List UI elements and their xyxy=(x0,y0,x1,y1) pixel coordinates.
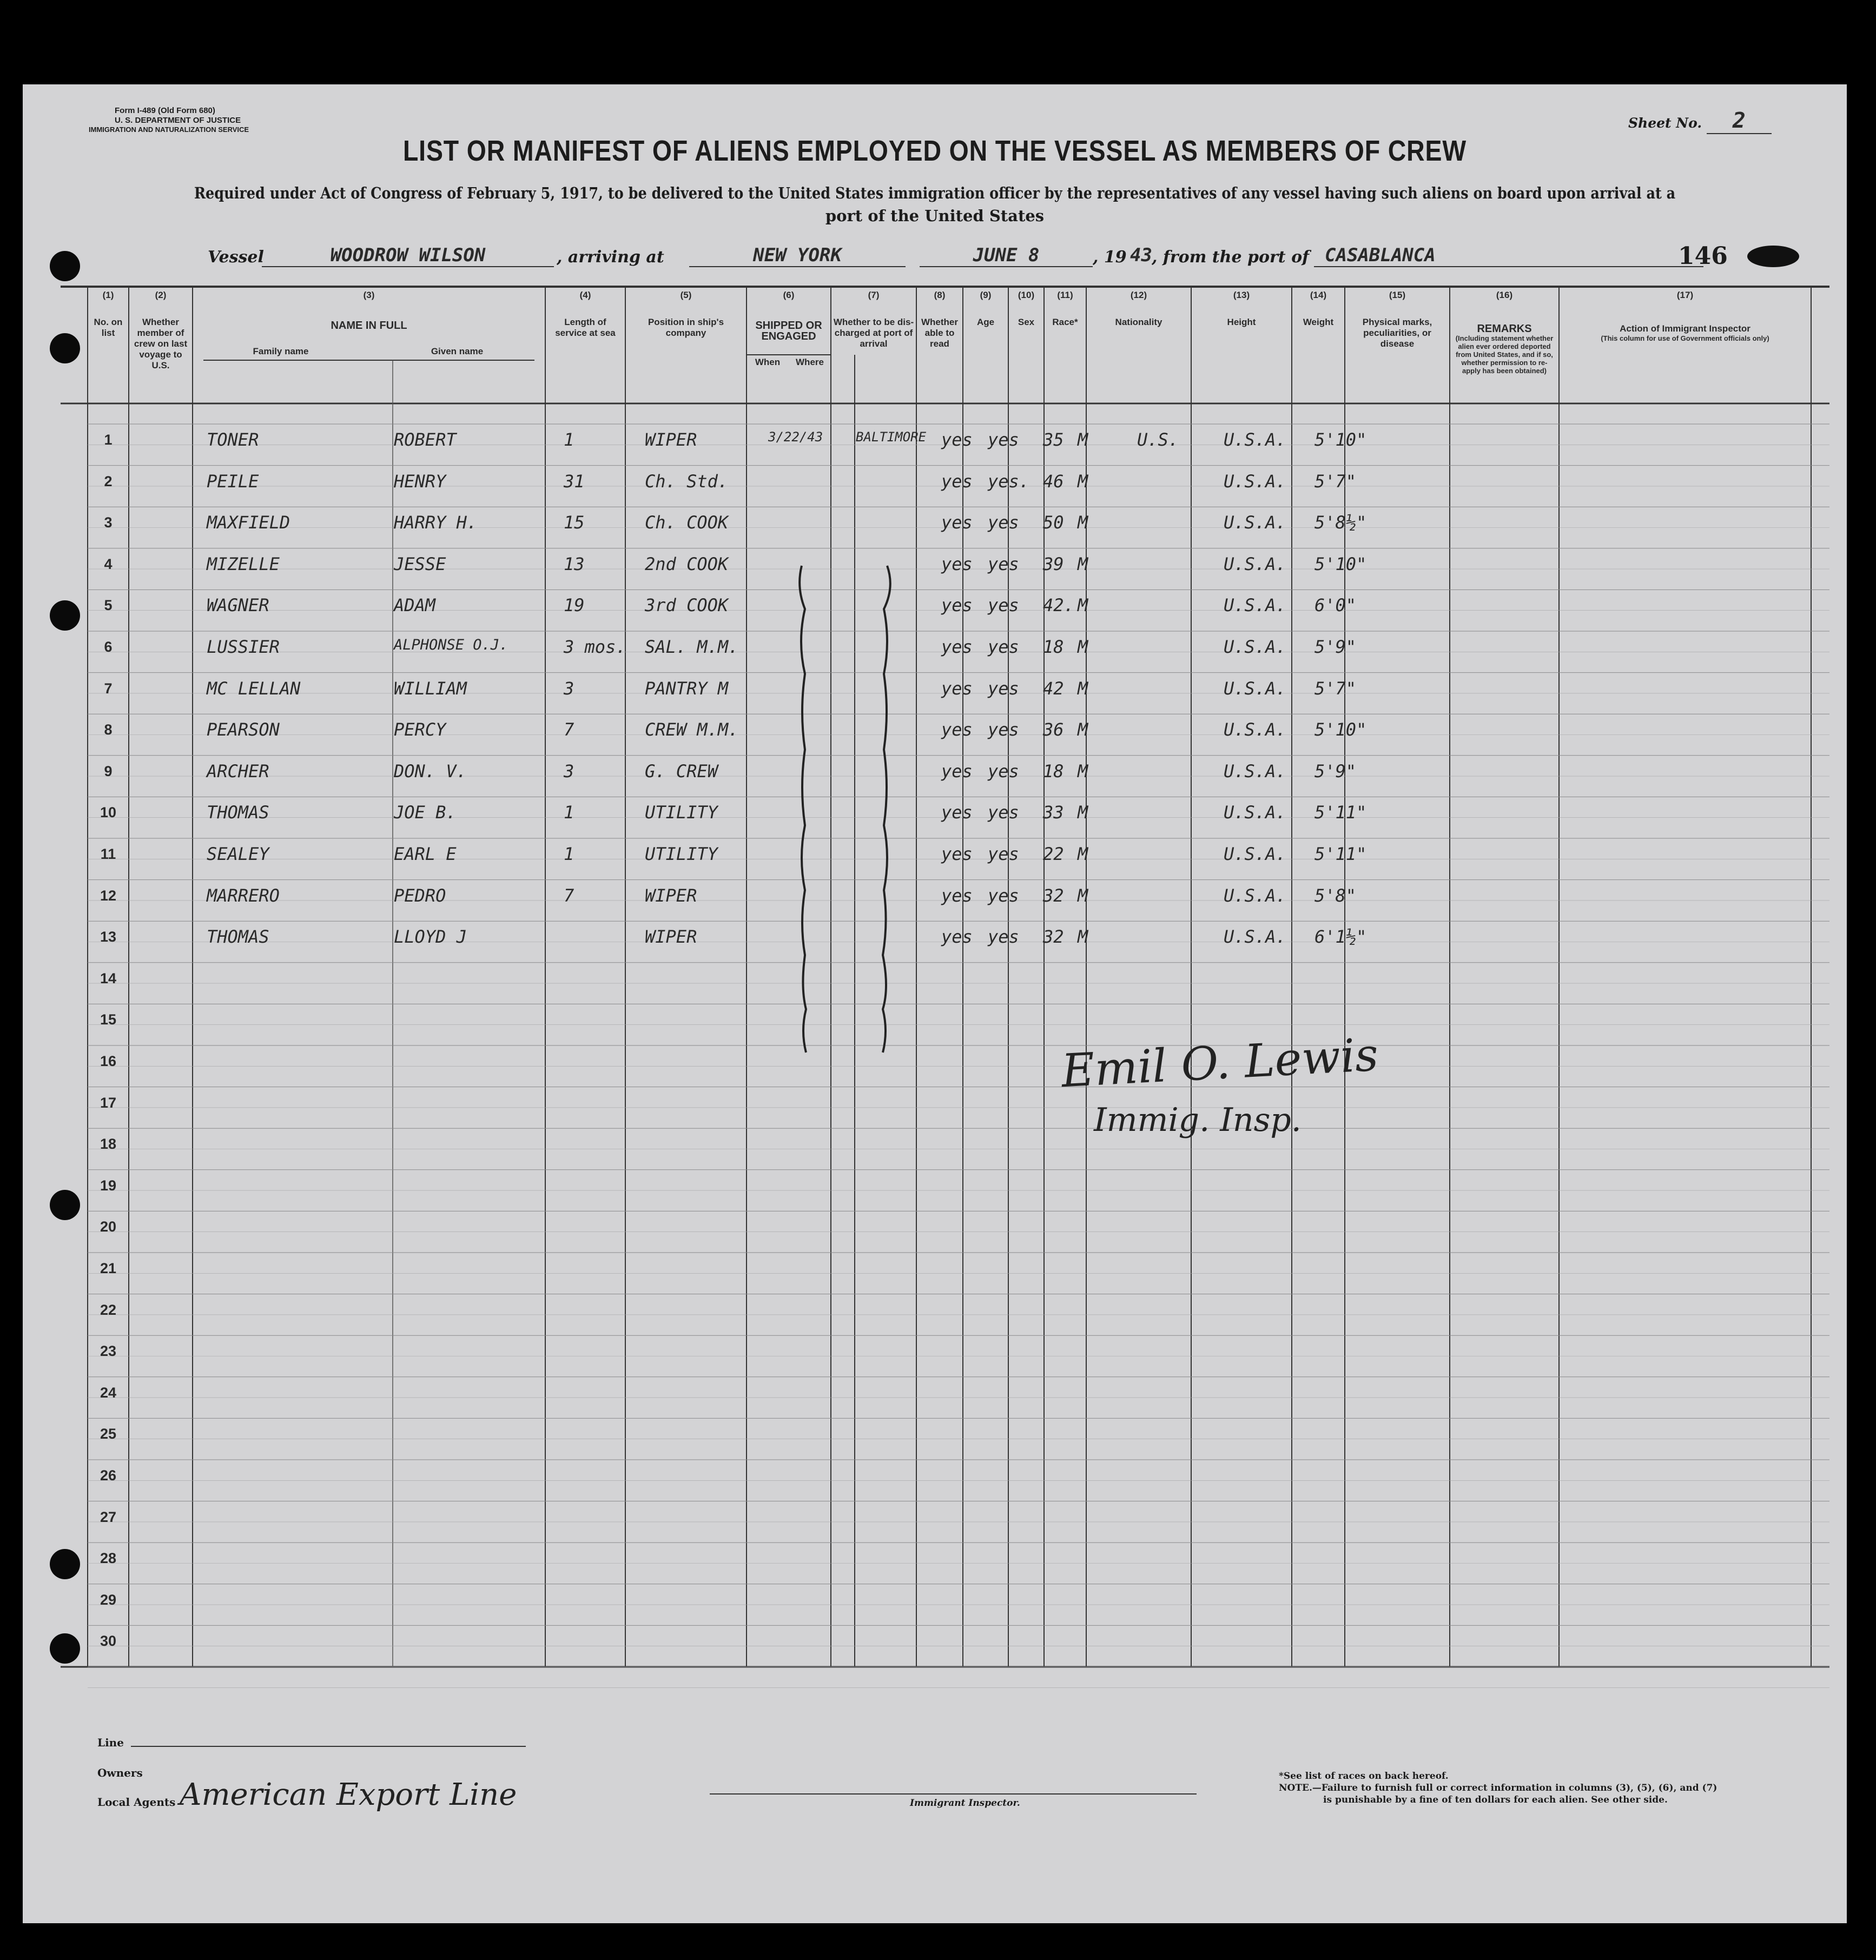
crew-row xyxy=(23,715,1847,745)
row-number: 20 xyxy=(100,1219,117,1235)
age: 39 xyxy=(1043,553,1064,574)
height: 5'11" xyxy=(1314,802,1367,823)
nationality: U.S.A. xyxy=(1224,471,1286,492)
row-number: 4 xyxy=(104,555,113,572)
position: 2nd COOK xyxy=(645,553,729,574)
column-label: Height xyxy=(1227,317,1256,327)
row-number: 16 xyxy=(100,1053,117,1069)
column-label: Physical marks, peculiarities, or disease xyxy=(1362,317,1432,349)
column-header xyxy=(1559,290,1811,342)
footer-line-rule xyxy=(131,1746,526,1747)
height: 5'11" xyxy=(1314,844,1367,864)
column-header xyxy=(545,290,625,339)
given-name: PERCY xyxy=(394,719,446,740)
column-note: (Including statement whether alien ever ordered deported from United States, and if so, whether permission to re-apply has been obtained) xyxy=(1455,334,1554,375)
row-number: 19 xyxy=(100,1177,117,1194)
column-sublabel: Family name xyxy=(253,346,309,356)
sex: M xyxy=(1078,471,1088,492)
position: Ch. Std. xyxy=(645,471,729,492)
family-name: PEARSON xyxy=(207,719,280,740)
age: 18 xyxy=(1043,637,1064,657)
row-number: 28 xyxy=(100,1550,117,1567)
family-name: THOMAS xyxy=(207,926,269,948)
column-number: (9) xyxy=(980,290,992,300)
discharged: yes xyxy=(941,637,973,657)
arrival-date: JUNE 8 xyxy=(920,244,1093,267)
crew-row xyxy=(23,757,1847,787)
column-header xyxy=(1292,290,1345,328)
sex: M xyxy=(1078,553,1088,574)
column-label: Whether to be dis-charged at port of arrival xyxy=(833,317,914,349)
column-number: (2) xyxy=(155,290,167,300)
column-header xyxy=(88,290,129,339)
column-header xyxy=(193,290,545,357)
department-name: U. S. DEPARTMENT OF JUSTICE xyxy=(115,116,241,125)
row-number: 10 xyxy=(100,804,117,821)
column-label: Position in ship's company xyxy=(648,317,724,338)
age: 35 xyxy=(1043,429,1064,450)
position: PANTRY M xyxy=(645,678,729,699)
column-label: Whether member of crew on last voyage to U.S. xyxy=(134,317,188,370)
height: 5'8½" xyxy=(1314,512,1367,533)
given-name: HARRY H. xyxy=(394,512,478,533)
discharged: yes xyxy=(941,760,973,782)
family-name: MIZELLE xyxy=(207,553,280,574)
length-of-service: 13 xyxy=(564,553,585,574)
row-number: 8 xyxy=(104,721,113,738)
row-number: 14 xyxy=(100,970,117,986)
column-header xyxy=(1345,290,1450,349)
family-name: ARCHER xyxy=(207,760,269,782)
able-to-read: yes xyxy=(988,760,1019,782)
able-to-read: yes xyxy=(988,553,1019,574)
discharged: yes xyxy=(941,678,973,699)
discharged: yes xyxy=(941,926,973,948)
sheet-label: Sheet No. xyxy=(1628,115,1702,131)
row-number: 13 xyxy=(100,929,117,945)
discharged: yes xyxy=(941,429,973,450)
given-name: HENRY xyxy=(394,471,446,492)
row-number: 29 xyxy=(100,1591,117,1608)
column-label: NAME IN FULL xyxy=(331,320,407,332)
given-name: WILLIAM xyxy=(394,678,467,699)
year-prefix: , 19 xyxy=(1093,248,1127,267)
sex: M xyxy=(1078,844,1088,864)
able-to-read: yes xyxy=(988,844,1019,864)
column-header xyxy=(747,290,831,368)
form-title: LIST OR MANIFEST OF ALIENS EMPLOYED ON THE VESSEL AS MEMBERS OF CREW xyxy=(402,135,1467,167)
age: 42 xyxy=(1043,678,1064,699)
nationality: U.S.A. xyxy=(1224,595,1286,616)
able-to-read: yes xyxy=(988,512,1019,533)
column-sublabel: When xyxy=(755,357,781,367)
column-note: (This column for use of Government officials only) xyxy=(1601,334,1769,342)
form-subtitle-2: port of the United States xyxy=(825,207,1045,225)
nationality: U.S.A. xyxy=(1224,678,1286,699)
crew-row xyxy=(23,632,1847,663)
sex: M xyxy=(1078,760,1088,782)
inspector-rule xyxy=(710,1793,1197,1795)
sex: M xyxy=(1078,926,1088,948)
age: 32 xyxy=(1043,926,1064,948)
row-number: 18 xyxy=(100,1136,117,1153)
page-number: 146 xyxy=(1678,242,1728,270)
column-label: Nationality xyxy=(1115,317,1162,327)
column-sublabel: Where xyxy=(796,357,824,367)
immigrant-inspector-label: Immigrant Inspector. xyxy=(910,1798,1020,1809)
given-name: EARL E xyxy=(394,844,457,864)
column-number: (8) xyxy=(934,290,946,300)
length-of-service: 7 xyxy=(564,885,574,906)
column-label: Length of service at sea xyxy=(555,317,616,338)
row-number: 27 xyxy=(100,1508,117,1525)
shipped-when: 3/22/43 xyxy=(768,429,823,445)
column-number: (4) xyxy=(579,290,591,300)
row-number: 26 xyxy=(100,1467,117,1484)
family-name: TONER xyxy=(207,429,259,450)
discharged: yes xyxy=(941,512,973,533)
manifest-sheet xyxy=(23,84,1847,1923)
race: U.S. xyxy=(1137,429,1179,450)
crew-row xyxy=(23,467,1847,497)
footer-agents-label: Local Agents xyxy=(97,1796,176,1809)
ditto-brackets xyxy=(769,560,932,1069)
given-name: DON. V. xyxy=(394,760,467,782)
discharged: yes xyxy=(941,802,973,823)
able-to-read: yes xyxy=(988,678,1019,699)
nationality: U.S.A. xyxy=(1224,802,1286,823)
form-number: Form I-489 (Old Form 680) xyxy=(115,106,215,115)
row-number: 2 xyxy=(104,473,113,489)
footer-note-2: NOTE.—Failure to furnish full or correct information in columns (3), (5), (6), and (7) xyxy=(1279,1783,1718,1793)
local-agents-value: American Export Line xyxy=(180,1777,517,1812)
position: WIPER xyxy=(645,926,697,948)
family-name: MAXFIELD xyxy=(207,512,290,533)
footer-line-label: Line xyxy=(97,1736,124,1749)
family-name: PEILE xyxy=(207,471,259,492)
height: 5'8" xyxy=(1314,885,1357,906)
discharged: yes xyxy=(941,595,973,616)
from-label: , from the port of xyxy=(1152,248,1310,267)
row-number: 12 xyxy=(100,887,117,904)
row-number: 7 xyxy=(104,680,113,697)
position: WIPER xyxy=(645,429,697,450)
column-label: Action of Immigrant Inspector xyxy=(1620,323,1751,334)
position: WIPER xyxy=(645,885,697,906)
position: 3rd COOK xyxy=(645,595,729,616)
discharged: yes xyxy=(941,885,973,906)
column-header xyxy=(129,290,193,371)
length-of-service: 31 xyxy=(564,471,585,492)
length-of-service: 1 xyxy=(564,844,574,864)
column-label: No. on list xyxy=(94,317,123,338)
column-number: (3) xyxy=(363,290,375,300)
column-header xyxy=(916,290,963,349)
nationality: U.S.A. xyxy=(1224,760,1286,782)
height: 5'10" xyxy=(1314,719,1367,740)
position: SAL. M.M. xyxy=(645,637,739,657)
crew-row xyxy=(23,549,1847,580)
column-header xyxy=(1086,290,1191,328)
age: 50 xyxy=(1043,512,1064,533)
length-of-service: 7 xyxy=(564,719,574,740)
age: 46 xyxy=(1043,471,1064,492)
crew-row xyxy=(23,508,1847,538)
position: CREW M.M. xyxy=(645,719,739,740)
column-number: (10) xyxy=(1018,290,1035,300)
row-number: 11 xyxy=(100,846,116,862)
age: 32 xyxy=(1043,885,1064,906)
height: 5'10" xyxy=(1314,553,1367,574)
height: 6'1½" xyxy=(1314,926,1367,948)
sheet-value: 2 xyxy=(1707,108,1772,134)
height: 5'7" xyxy=(1314,678,1357,699)
family-name: MC LELLAN xyxy=(207,678,301,699)
sex: M xyxy=(1078,637,1088,657)
shipped-where: BALTIMORE xyxy=(856,429,927,445)
family-name: THOMAS xyxy=(207,802,269,823)
age: 22 xyxy=(1043,844,1064,864)
nationality: U.S.A. xyxy=(1224,719,1286,740)
length-of-service: 19 xyxy=(564,595,585,616)
row-number: 21 xyxy=(100,1260,117,1276)
arriving-label: , arriving at xyxy=(557,248,664,267)
arriving-port: NEW YORK xyxy=(689,244,906,267)
row-number: 17 xyxy=(100,1094,117,1111)
row-number: 9 xyxy=(104,763,113,779)
able-to-read: yes xyxy=(988,926,1019,948)
crew-row xyxy=(23,922,1847,952)
column-header xyxy=(625,290,747,339)
row-number: 3 xyxy=(104,514,113,531)
able-to-read: yes. xyxy=(988,471,1030,492)
family-name: MARRERO xyxy=(207,885,280,906)
column-header xyxy=(963,290,1008,328)
column-label: Race* xyxy=(1052,317,1078,327)
service-name: IMMIGRATION AND NATURALIZATION SERVICE xyxy=(89,125,249,134)
family-name: SEALEY xyxy=(207,844,269,864)
sex: M xyxy=(1078,595,1088,616)
column-header xyxy=(1044,290,1086,328)
crew-row xyxy=(23,674,1847,704)
family-name: LUSSIER xyxy=(207,637,280,657)
family-name: WAGNER xyxy=(207,595,269,616)
given-name: ADAM xyxy=(394,595,436,616)
manifest-grid xyxy=(23,84,1847,1923)
height: 5'9" xyxy=(1314,760,1357,782)
footer-owners-label: Owners xyxy=(97,1766,143,1779)
length-of-service: 3 mos. xyxy=(564,637,626,657)
column-number: (1) xyxy=(102,290,114,300)
length-of-service: 1 xyxy=(564,802,574,823)
departure-port: CASABLANCA xyxy=(1314,244,1703,267)
column-number: (16) xyxy=(1496,290,1513,300)
given-name: ROBERT xyxy=(394,429,457,450)
height: 6'0" xyxy=(1314,595,1357,616)
column-label: Whether able to read xyxy=(921,317,958,349)
age: 18 xyxy=(1043,760,1064,782)
column-label: REMARKS xyxy=(1477,323,1532,335)
able-to-read: yes xyxy=(988,885,1019,906)
row-number: 5 xyxy=(104,597,113,614)
sex: M xyxy=(1078,678,1088,699)
given-name: ALPHONSE O.J. xyxy=(394,637,508,653)
footer-note-1: *See list of races on back hereof. xyxy=(1279,1771,1449,1782)
crew-row xyxy=(23,425,1847,455)
column-number: (5) xyxy=(680,290,692,300)
row-number: 6 xyxy=(104,639,113,655)
nationality: U.S.A. xyxy=(1224,553,1286,574)
column-label: SHIPPED OR ENGAGED xyxy=(755,320,822,342)
height: 5'9" xyxy=(1314,637,1357,657)
length-of-service: 1 xyxy=(564,429,574,450)
column-number: (15) xyxy=(1389,290,1406,300)
column-number: (6) xyxy=(783,290,795,300)
crew-row xyxy=(23,839,1847,870)
nationality: U.S.A. xyxy=(1224,844,1286,864)
length-of-service: 3 xyxy=(564,678,574,699)
column-sublabel: Given name xyxy=(431,346,484,356)
row-number: 24 xyxy=(100,1384,117,1401)
discharged: yes xyxy=(941,471,973,492)
nationality: U.S.A. xyxy=(1224,885,1286,906)
position: UTILITY xyxy=(645,844,718,864)
column-label: Sex xyxy=(1018,317,1035,327)
able-to-read: yes xyxy=(988,719,1019,740)
column-header xyxy=(1008,290,1044,328)
length-of-service: 3 xyxy=(564,760,574,782)
row-number: 15 xyxy=(100,1011,117,1028)
position: UTILITY xyxy=(645,802,718,823)
nationality: U.S.A. xyxy=(1224,926,1286,948)
column-number: (14) xyxy=(1310,290,1327,300)
vessel-label: Vessel xyxy=(208,248,264,267)
column-header xyxy=(831,290,916,349)
position: Ch. COOK xyxy=(645,512,729,533)
sex: M xyxy=(1078,802,1088,823)
sex: M xyxy=(1078,512,1088,533)
nationality: U.S.A. xyxy=(1224,429,1286,450)
given-name: JOE B. xyxy=(394,802,457,823)
row-number: 30 xyxy=(100,1633,117,1650)
column-number: (12) xyxy=(1130,290,1147,300)
arrival-year: 43 xyxy=(1130,244,1152,266)
column-header xyxy=(1450,290,1559,375)
column-number: (11) xyxy=(1057,290,1073,300)
nationality: U.S.A. xyxy=(1224,512,1286,533)
height: 5'7" xyxy=(1314,471,1357,492)
age: 36 xyxy=(1043,719,1064,740)
footer-note-3: is punishable by a fine of ten dollars for each alien. See other side. xyxy=(1323,1795,1668,1805)
column-label: Age xyxy=(976,317,995,327)
height: 5'10" xyxy=(1314,429,1367,450)
nationality: U.S.A. xyxy=(1224,637,1286,657)
form-subtitle-1: Required under Act of Congress of February 5, 1917, to be delivered to the United States immigration officer by the representatives of any vessel having such aliens on board upon arrival at a xyxy=(194,184,1676,202)
crew-row xyxy=(23,591,1847,621)
crew-row xyxy=(23,881,1847,911)
discharged: yes xyxy=(941,553,973,574)
age: 33 xyxy=(1043,802,1064,823)
column-header xyxy=(1191,290,1292,328)
column-label: Weight xyxy=(1303,317,1334,327)
column-number: (7) xyxy=(868,290,880,300)
position: G. CREW xyxy=(645,760,718,782)
row-number: 1 xyxy=(104,432,113,448)
column-number: (13) xyxy=(1233,290,1250,300)
row-number: 25 xyxy=(100,1426,117,1442)
length-of-service: 15 xyxy=(564,512,585,533)
age: 42. xyxy=(1043,595,1074,616)
sex: M xyxy=(1078,719,1088,740)
able-to-read: yes xyxy=(988,802,1019,823)
given-name: JESSE xyxy=(394,553,446,574)
given-name: LLOYD J xyxy=(394,926,467,948)
discharged: yes xyxy=(941,719,973,740)
sex: M xyxy=(1078,885,1088,906)
row-number: 23 xyxy=(100,1343,117,1360)
vessel-name: WOODROW WILSON xyxy=(262,244,554,267)
given-name: PEDRO xyxy=(394,885,446,906)
able-to-read: yes xyxy=(988,595,1019,616)
inspector-signature: Emil O. Lewis xyxy=(1060,1028,1380,1098)
able-to-read: yes xyxy=(988,637,1019,657)
discharged: yes xyxy=(941,844,973,864)
able-to-read: yes xyxy=(988,429,1019,450)
sex: M xyxy=(1078,429,1088,450)
column-number: (17) xyxy=(1676,290,1694,300)
crew-row xyxy=(23,798,1847,828)
row-number: 22 xyxy=(100,1301,117,1318)
inspector-title: Immig. Insp. xyxy=(1094,1101,1302,1139)
